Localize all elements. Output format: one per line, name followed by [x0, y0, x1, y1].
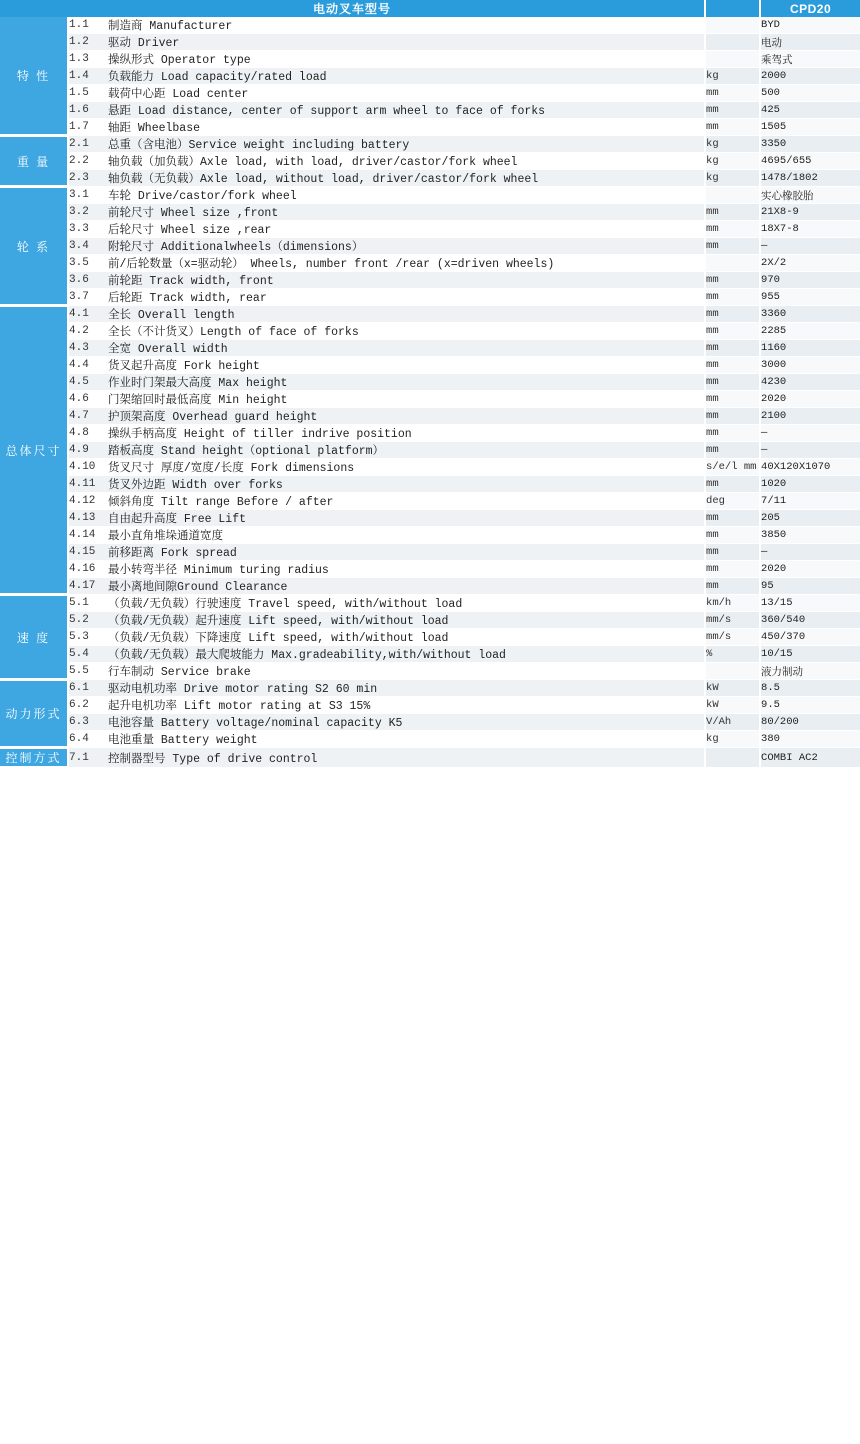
- row-description: 最小离地间隙Ground Clearance: [108, 578, 705, 595]
- table-row: [0, 17, 860, 34]
- table-row: [0, 306, 860, 323]
- row-value: 970: [760, 272, 860, 289]
- row-unit: V/Ah: [705, 714, 760, 731]
- row-description: 制造商 Manufacturer: [108, 17, 705, 34]
- table-row: [0, 510, 860, 527]
- table-row: [0, 476, 860, 493]
- header-unit-spacer: [705, 0, 760, 17]
- row-value: 2100: [760, 408, 860, 425]
- row-value: 液力制动: [760, 663, 860, 680]
- row-description: 前轮尺寸 Wheel size ,front: [108, 204, 705, 221]
- table-row: [0, 153, 860, 170]
- row-unit: kW: [705, 697, 760, 714]
- row-unit: [705, 51, 760, 68]
- row-unit: %: [705, 646, 760, 663]
- table-row: [0, 612, 860, 629]
- row-value: —: [760, 544, 860, 561]
- row-description: 全长 Overall length: [108, 306, 705, 323]
- row-unit: mm: [705, 476, 760, 493]
- row-value: 205: [760, 510, 860, 527]
- group-label: 重 量: [0, 136, 68, 187]
- row-number: 4.9: [68, 442, 108, 459]
- row-value: 21X8-9: [760, 204, 860, 221]
- row-number: 6.2: [68, 697, 108, 714]
- row-number: 4.17: [68, 578, 108, 595]
- table-row: [0, 238, 860, 255]
- row-unit: [705, 34, 760, 51]
- row-description: 门架缩回时最低高度 Min height: [108, 391, 705, 408]
- row-value: 实心橡胶胎: [760, 187, 860, 204]
- row-value: 10/15: [760, 646, 860, 663]
- table-row: [0, 425, 860, 442]
- row-number: 4.7: [68, 408, 108, 425]
- row-value: —: [760, 425, 860, 442]
- row-number: 7.1: [68, 748, 108, 768]
- row-description: 最小转弯半径 Minimum turing radius: [108, 561, 705, 578]
- row-unit: [705, 663, 760, 680]
- table-row: [0, 459, 860, 476]
- row-description: 货叉外边距 Width over forks: [108, 476, 705, 493]
- row-number: 4.1: [68, 306, 108, 323]
- row-unit: mm: [705, 561, 760, 578]
- row-value: 380: [760, 731, 860, 748]
- row-number: 5.5: [68, 663, 108, 680]
- row-unit: mm: [705, 527, 760, 544]
- row-unit: mm: [705, 102, 760, 119]
- row-number: 4.2: [68, 323, 108, 340]
- row-number: 5.2: [68, 612, 108, 629]
- row-description: 总重（含电池）Service weight including battery: [108, 136, 705, 153]
- row-number: 4.11: [68, 476, 108, 493]
- row-number: 1.7: [68, 119, 108, 136]
- row-number: 1.5: [68, 85, 108, 102]
- row-unit: mm: [705, 340, 760, 357]
- table-row: [0, 731, 860, 748]
- row-unit: [705, 255, 760, 272]
- group-label: 控制方式: [0, 748, 68, 768]
- row-number: 4.14: [68, 527, 108, 544]
- row-number: 4.12: [68, 493, 108, 510]
- row-value: 80/200: [760, 714, 860, 731]
- row-description: 电池容量 Battery voltage/nominal capacity K5: [108, 714, 705, 731]
- row-unit: mm: [705, 578, 760, 595]
- row-description: （负载/无负载）起升速度 Lift speed, with/without load: [108, 612, 705, 629]
- table-row: [0, 629, 860, 646]
- row-value: 乘驾式: [760, 51, 860, 68]
- group-label: 轮 系: [0, 187, 68, 306]
- row-description: 负载能力 Load capacity/rated load: [108, 68, 705, 85]
- row-number: 6.4: [68, 731, 108, 748]
- table-row: [0, 119, 860, 136]
- row-description: 踏板高度 Stand height（optional platform）: [108, 442, 705, 459]
- table-row: [0, 255, 860, 272]
- row-description: 轴距 Wheelbase: [108, 119, 705, 136]
- row-unit: mm/s: [705, 629, 760, 646]
- row-value: —: [760, 442, 860, 459]
- row-description: 前轮距 Track width, front: [108, 272, 705, 289]
- row-unit: mm: [705, 221, 760, 238]
- row-description: 轴负载（加负载）Axle load, with load, driver/castor/fork wheel: [108, 153, 705, 170]
- table-row: [0, 323, 860, 340]
- row-description: 前移距离 Fork spread: [108, 544, 705, 561]
- row-value: 95: [760, 578, 860, 595]
- row-description: 倾斜角度 Tilt range Before / after: [108, 493, 705, 510]
- row-number: 4.10: [68, 459, 108, 476]
- row-value: 9.5: [760, 697, 860, 714]
- table-row: [0, 204, 860, 221]
- row-description: 轴负载（无负载）Axle load, without load, driver/castor/fork wheel: [108, 170, 705, 187]
- row-description: （负载/无负载）下降速度 Lift speed, with/without load: [108, 629, 705, 646]
- row-number: 4.8: [68, 425, 108, 442]
- table-row: [0, 442, 860, 459]
- row-value: BYD: [760, 17, 860, 34]
- table-row: [0, 527, 860, 544]
- row-description: 操纵手柄高度 Height of tiller indrive position: [108, 425, 705, 442]
- table-row: [0, 493, 860, 510]
- row-description: 悬距 Load distance, center of support arm wheel to face of forks: [108, 102, 705, 119]
- row-unit: mm: [705, 272, 760, 289]
- table-row: [0, 714, 860, 731]
- row-unit: mm: [705, 408, 760, 425]
- row-description: 电池重量 Battery weight: [108, 731, 705, 748]
- row-unit: mm: [705, 425, 760, 442]
- row-value: 360/540: [760, 612, 860, 629]
- row-value: 3350: [760, 136, 860, 153]
- table-row: [0, 697, 860, 714]
- table-row: [0, 340, 860, 357]
- row-value: 1478/1802: [760, 170, 860, 187]
- row-value: 3000: [760, 357, 860, 374]
- table-row: [0, 646, 860, 663]
- row-value: 13/15: [760, 595, 860, 612]
- table-row: [0, 289, 860, 306]
- row-unit: [705, 17, 760, 34]
- row-value: 2X/2: [760, 255, 860, 272]
- row-description: 全宽 Overall width: [108, 340, 705, 357]
- model-name: CPD20: [760, 0, 860, 17]
- row-value: 3360: [760, 306, 860, 323]
- table-row: [0, 578, 860, 595]
- row-value: 2020: [760, 391, 860, 408]
- page-title: 电动叉车型号: [0, 0, 705, 17]
- row-unit: mm: [705, 119, 760, 136]
- table-row: [0, 51, 860, 68]
- row-value: 18X7-8: [760, 221, 860, 238]
- table-row: [0, 680, 860, 697]
- table-row: [0, 187, 860, 204]
- row-value: 955: [760, 289, 860, 306]
- row-number: 2.2: [68, 153, 108, 170]
- table-row: [0, 391, 860, 408]
- row-number: 6.1: [68, 680, 108, 697]
- row-unit: kg: [705, 170, 760, 187]
- group-label: 总体尺寸: [0, 306, 68, 595]
- row-unit: mm: [705, 357, 760, 374]
- row-unit: mm: [705, 544, 760, 561]
- row-value: 3850: [760, 527, 860, 544]
- table-row: [0, 374, 860, 391]
- row-number: 3.7: [68, 289, 108, 306]
- row-number: 4.4: [68, 357, 108, 374]
- row-unit: mm/s: [705, 612, 760, 629]
- table-row: [0, 136, 860, 153]
- row-unit: mm: [705, 374, 760, 391]
- row-description: 驱动电机功率 Drive motor rating S2 60 min: [108, 680, 705, 697]
- table-row: [0, 561, 860, 578]
- row-value: 500: [760, 85, 860, 102]
- row-unit: kg: [705, 68, 760, 85]
- row-value: 8.5: [760, 680, 860, 697]
- table-row: [0, 357, 860, 374]
- table-row: [0, 34, 860, 51]
- row-value: 2020: [760, 561, 860, 578]
- table-row: [0, 544, 860, 561]
- row-description: 护顶架高度 Overhead guard height: [108, 408, 705, 425]
- table-row: [0, 272, 860, 289]
- row-value: 1020: [760, 476, 860, 493]
- row-description: 作业时门架最大高度 Max height: [108, 374, 705, 391]
- row-unit: mm: [705, 306, 760, 323]
- row-description: 车轮 Drive/castor/fork wheel: [108, 187, 705, 204]
- row-value: 4695/655: [760, 153, 860, 170]
- table-row: [0, 68, 860, 85]
- row-description: （负载/无负载）行驶速度 Travel speed, with/without load: [108, 595, 705, 612]
- row-description: 最小直角堆垛通道宽度: [108, 527, 705, 544]
- row-value: 1505: [760, 119, 860, 136]
- row-number: 1.4: [68, 68, 108, 85]
- row-value: 2285: [760, 323, 860, 340]
- row-unit: kg: [705, 731, 760, 748]
- row-unit: mm: [705, 391, 760, 408]
- row-unit: km/h: [705, 595, 760, 612]
- row-description: 全长（不计货叉）Length of face of forks: [108, 323, 705, 340]
- row-number: 4.13: [68, 510, 108, 527]
- table-row: [0, 102, 860, 119]
- row-number: 4.3: [68, 340, 108, 357]
- row-unit: kg: [705, 153, 760, 170]
- row-number: 4.15: [68, 544, 108, 561]
- row-description: 后轮距 Track width, rear: [108, 289, 705, 306]
- row-value: 450/370: [760, 629, 860, 646]
- row-value: COMBI AC2: [760, 748, 860, 768]
- row-number: 3.2: [68, 204, 108, 221]
- row-unit: s/e/l mm: [705, 459, 760, 476]
- row-description: 起升电机功率 Lift motor rating at S3 15%: [108, 697, 705, 714]
- row-unit: mm: [705, 289, 760, 306]
- row-number: 1.2: [68, 34, 108, 51]
- row-number: 1.1: [68, 17, 108, 34]
- row-description: 控制器型号 Type of drive control: [108, 748, 705, 768]
- row-unit: kg: [705, 136, 760, 153]
- table-row: [0, 595, 860, 612]
- table-row: [0, 221, 860, 238]
- row-number: 1.6: [68, 102, 108, 119]
- row-number: 5.3: [68, 629, 108, 646]
- row-unit: [705, 187, 760, 204]
- row-number: 3.3: [68, 221, 108, 238]
- row-description: 驱动 Driver: [108, 34, 705, 51]
- row-description: 载荷中心距 Load center: [108, 85, 705, 102]
- row-unit: mm: [705, 238, 760, 255]
- row-value: 7/11: [760, 493, 860, 510]
- row-description: 货叉尺寸 厚度/宽度/长度 Fork dimensions: [108, 459, 705, 476]
- row-description: 自由起升高度 Free Lift: [108, 510, 705, 527]
- table-row: [0, 748, 860, 768]
- row-value: —: [760, 238, 860, 255]
- row-unit: deg: [705, 493, 760, 510]
- row-number: 3.1: [68, 187, 108, 204]
- row-number: 5.1: [68, 595, 108, 612]
- row-number: 2.1: [68, 136, 108, 153]
- row-unit: mm: [705, 204, 760, 221]
- row-unit: mm: [705, 323, 760, 340]
- group-label: 动力形式: [0, 680, 68, 748]
- row-unit: [705, 748, 760, 768]
- row-unit: mm: [705, 85, 760, 102]
- row-value: 425: [760, 102, 860, 119]
- table-row: [0, 170, 860, 187]
- table-row: [0, 663, 860, 680]
- row-number: 4.5: [68, 374, 108, 391]
- row-description: 附轮尺寸 Additionalwheels（dimensions）: [108, 238, 705, 255]
- row-unit: mm: [705, 442, 760, 459]
- row-number: 4.16: [68, 561, 108, 578]
- row-value: 电动: [760, 34, 860, 51]
- table-header-row: [0, 0, 860, 17]
- group-label: 特 性: [0, 17, 68, 136]
- row-value: 4230: [760, 374, 860, 391]
- row-number: 4.6: [68, 391, 108, 408]
- row-number: 3.4: [68, 238, 108, 255]
- row-description: 后轮尺寸 Wheel size ,rear: [108, 221, 705, 238]
- row-description: 前/后轮数量（x=驱动轮） Wheels, number front /rear (x=driven wheels): [108, 255, 705, 272]
- row-description: 操纵形式 Operator type: [108, 51, 705, 68]
- row-description: （负载/无负载）最大爬坡能力 Max.gradeability,with/without load: [108, 646, 705, 663]
- row-number: 1.3: [68, 51, 108, 68]
- row-number: 5.4: [68, 646, 108, 663]
- row-number: 6.3: [68, 714, 108, 731]
- row-description: 货叉起升高度 Fork height: [108, 357, 705, 374]
- row-number: 2.3: [68, 170, 108, 187]
- row-unit: mm: [705, 510, 760, 527]
- row-number: 3.5: [68, 255, 108, 272]
- row-unit: kW: [705, 680, 760, 697]
- table-row: [0, 408, 860, 425]
- row-description: 行车制动 Service brake: [108, 663, 705, 680]
- row-number: 3.6: [68, 272, 108, 289]
- row-value: 40X120X1070: [760, 459, 860, 476]
- row-value: 2000: [760, 68, 860, 85]
- row-value: 1160: [760, 340, 860, 357]
- table-body: [0, 17, 860, 768]
- group-label: 速 度: [0, 595, 68, 680]
- table-row: [0, 85, 860, 102]
